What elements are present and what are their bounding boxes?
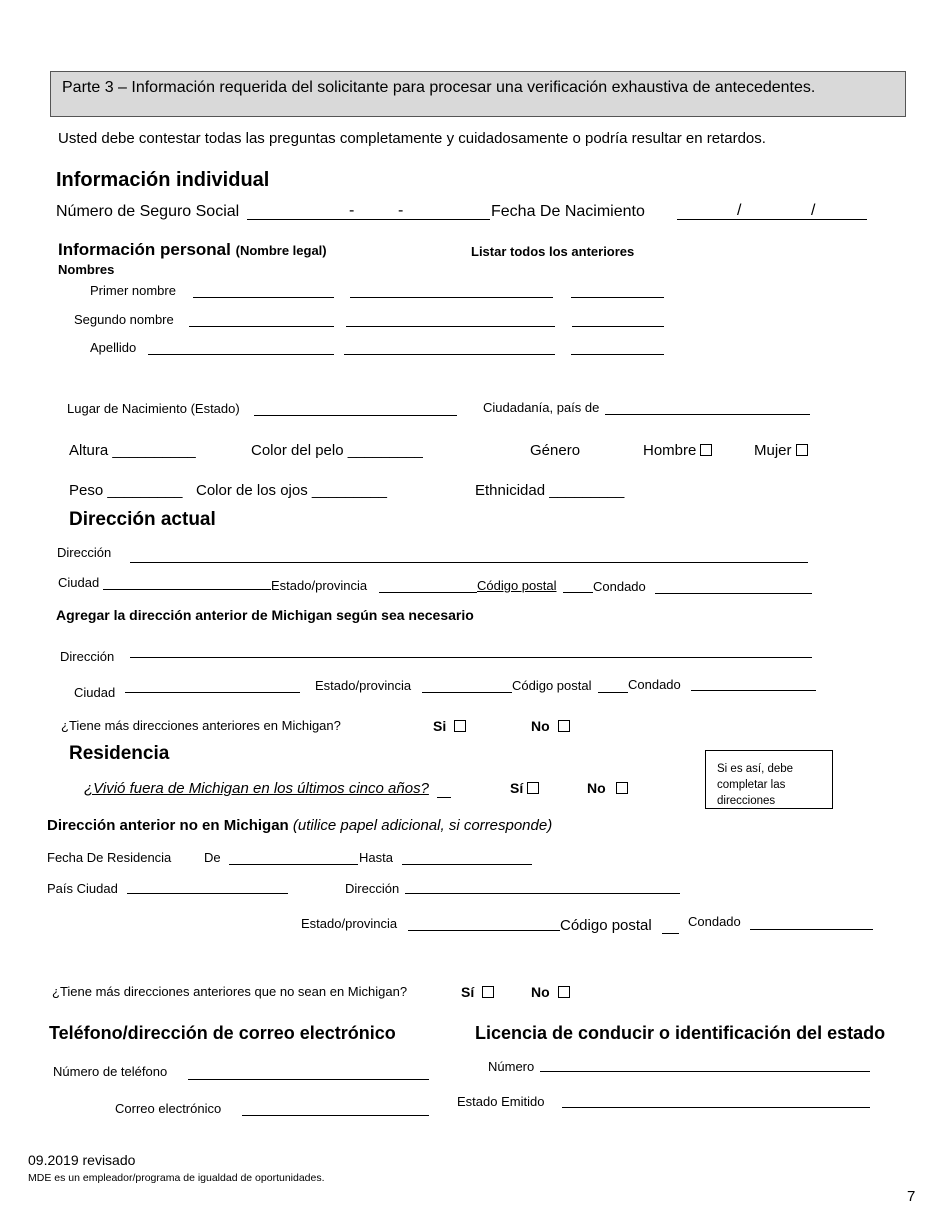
prev-non-mi-zip-field[interactable]	[662, 933, 679, 934]
banner-text: Parte 3 – Información requerida del solicitante para procesar una verificación exhaustiva de antecedentes.	[62, 79, 816, 96]
middle-name-label: Segundo nombre	[74, 312, 174, 327]
male-option[interactable]: Hombre	[643, 442, 712, 459]
current-county-label: Condado	[593, 579, 646, 594]
citizenship-field[interactable]	[605, 414, 810, 415]
first-name-prev-2[interactable]	[571, 297, 664, 298]
residence-yes-checkbox[interactable]	[527, 782, 539, 794]
more-mi-no-checkbox[interactable]	[558, 720, 570, 732]
email-label: Correo electrónico	[115, 1101, 222, 1116]
prev-non-mi-county-label: Condado	[688, 914, 741, 929]
female-checkbox[interactable]	[796, 444, 808, 456]
eye-color-field[interactable]: Color de los ojos _________	[196, 482, 387, 499]
residence-no-checkbox[interactable]	[616, 782, 628, 794]
dob-label: Fecha De Nacimiento	[491, 203, 645, 220]
current-city-field[interactable]	[103, 589, 271, 590]
eeo-statement: MDE es un empleador/programa de igualdad de oportunidades.	[28, 1172, 325, 1184]
license-number-field[interactable]	[540, 1071, 870, 1072]
last-name-field[interactable]	[148, 354, 334, 355]
residence-heading: Residencia	[69, 743, 170, 764]
phone-field[interactable]	[188, 1079, 429, 1080]
current-county-field[interactable]	[655, 593, 812, 594]
middle-name-prev-2[interactable]	[572, 326, 664, 327]
residence-question-underline-tail	[437, 797, 451, 798]
prev-non-mi-address-field[interactable]	[405, 893, 680, 894]
dob-slash-2: /	[811, 202, 816, 219]
prev-non-mi-state-field[interactable]	[408, 930, 560, 931]
current-state-field[interactable]	[379, 592, 477, 593]
phone-label: Número de teléfono	[53, 1064, 168, 1079]
male-checkbox[interactable]	[700, 444, 712, 456]
names-label: Nombres	[58, 262, 115, 277]
dob-slash-1: /	[737, 202, 742, 219]
first-name-prev-1[interactable]	[350, 297, 553, 298]
residence-question: ¿Vivió fuera de Michigan en los últimos cinco años?	[84, 780, 429, 797]
contact-heading: Teléfono/dirección de correo electrónico	[49, 1023, 396, 1043]
prev-mi-city-field[interactable]	[125, 692, 300, 693]
residence-no[interactable]: No	[587, 780, 628, 796]
first-name-field[interactable]	[193, 297, 334, 298]
residence-dates-label: Fecha De Residencia	[47, 850, 172, 865]
birthplace-field[interactable]	[254, 415, 457, 416]
prev-mi-heading: Agregar la dirección anterior de Michigan según sea necesario	[56, 607, 474, 623]
hair-color-field[interactable]: Color del pelo _________	[251, 442, 423, 459]
more-non-mi-no[interactable]: No	[531, 984, 570, 1000]
last-name-prev-1[interactable]	[344, 354, 555, 355]
current-address-field[interactable]	[130, 562, 808, 563]
female-option[interactable]: Mujer	[754, 442, 808, 459]
ssn-dash-2: -	[398, 202, 404, 219]
more-mi-yes-checkbox[interactable]	[454, 720, 466, 732]
prev-non-mi-zip-label: Código postal	[560, 917, 652, 934]
date-to-field[interactable]	[402, 864, 532, 865]
more-mi-yes[interactable]: Si	[433, 718, 466, 734]
ssn-label: Número de Seguro Social	[56, 203, 240, 220]
residence-note-box	[705, 750, 833, 809]
height-field[interactable]: Altura __________	[69, 442, 196, 459]
last-name-prev-2[interactable]	[571, 354, 664, 355]
prev-mi-state-field[interactable]	[422, 692, 512, 693]
ssn-dash-1: -	[349, 202, 355, 219]
middle-name-prev-1[interactable]	[346, 326, 555, 327]
middle-name-field[interactable]	[189, 326, 334, 327]
list-all-label: Listar todos los anteriores	[471, 244, 635, 259]
gender-label: Género	[530, 442, 581, 459]
prev-non-mi-county-field[interactable]	[750, 929, 873, 930]
prev-non-mi-state-label: Estado/provincia	[301, 916, 398, 931]
date-from-field[interactable]	[229, 864, 358, 865]
prev-mi-state-label: Estado/provincia	[315, 678, 412, 693]
prev-non-mi-address-label: Dirección	[345, 881, 400, 896]
birthplace-label: Lugar de Nacimiento (Estado)	[67, 401, 240, 416]
prev-mi-zip-field[interactable]	[598, 692, 628, 693]
current-address-heading: Dirección actual	[69, 509, 216, 530]
date-from-label: De	[204, 850, 221, 865]
country-city-label: País Ciudad	[47, 881, 118, 896]
last-name-label: Apellido	[90, 340, 137, 355]
prev-mi-zip-label: Código postal	[512, 678, 592, 693]
ssn-field[interactable]	[247, 219, 490, 220]
section-banner	[50, 71, 906, 117]
license-number-label: Número	[488, 1059, 535, 1074]
personal-heading: Información personal (Nombre legal)	[58, 240, 327, 259]
date-to-label: Hasta	[359, 850, 393, 865]
individual-heading: Información individual	[56, 169, 270, 191]
more-mi-question: ¿Tiene más direcciones anteriores en Michigan?	[61, 718, 341, 733]
country-city-field[interactable]	[127, 893, 288, 894]
more-non-mi-question: ¿Tiene más direcciones anteriores que no sean en Michigan?	[52, 984, 408, 999]
first-name-label: Primer nombre	[90, 283, 176, 298]
email-field[interactable]	[242, 1115, 429, 1116]
residence-yes[interactable]: Sí	[510, 780, 539, 796]
residence-note-text: Si es así, debe completar las direcciones	[717, 763, 794, 807]
intro-text: Usted debe contestar todas las preguntas completamente y cuidadosamente o podría resultar en retardos.	[58, 130, 766, 147]
ethnicity-field[interactable]: Ethnicidad _________	[475, 482, 625, 499]
more-non-mi-no-checkbox[interactable]	[558, 986, 570, 998]
prev-mi-address-field[interactable]	[130, 657, 812, 658]
prev-mi-city-label: Ciudad	[74, 685, 116, 700]
current-zip-label: Código postal	[477, 578, 557, 593]
more-mi-no[interactable]: No	[531, 718, 570, 734]
current-state-label: Estado/provincia	[271, 578, 368, 593]
dob-field[interactable]	[677, 219, 867, 220]
license-state-label: Estado Emitido	[457, 1094, 545, 1109]
current-zip-field[interactable]	[563, 592, 593, 593]
citizenship-label: Ciudadanía, país de	[483, 400, 600, 415]
prev-mi-county-field[interactable]	[691, 690, 816, 691]
license-heading: Licencia de conducir o identificación del estado	[475, 1023, 886, 1043]
weight-field[interactable]: Peso _________	[69, 482, 183, 499]
page-number: 7	[907, 1188, 916, 1205]
prev-mi-county-label: Condado	[628, 677, 681, 692]
license-state-field[interactable]	[562, 1107, 870, 1108]
revision-note: 09.2019 revisado	[28, 1152, 136, 1168]
current-address-label: Dirección	[57, 545, 112, 560]
more-non-mi-yes-checkbox[interactable]	[482, 986, 494, 998]
prev-mi-address-label: Dirección	[60, 649, 115, 664]
current-city-label: Ciudad	[58, 575, 100, 590]
prev-non-mi-heading: Dirección anterior no en Michigan (utilice papel adicional, si corresponde)	[47, 817, 553, 834]
more-non-mi-yes[interactable]: Sí	[461, 984, 494, 1000]
